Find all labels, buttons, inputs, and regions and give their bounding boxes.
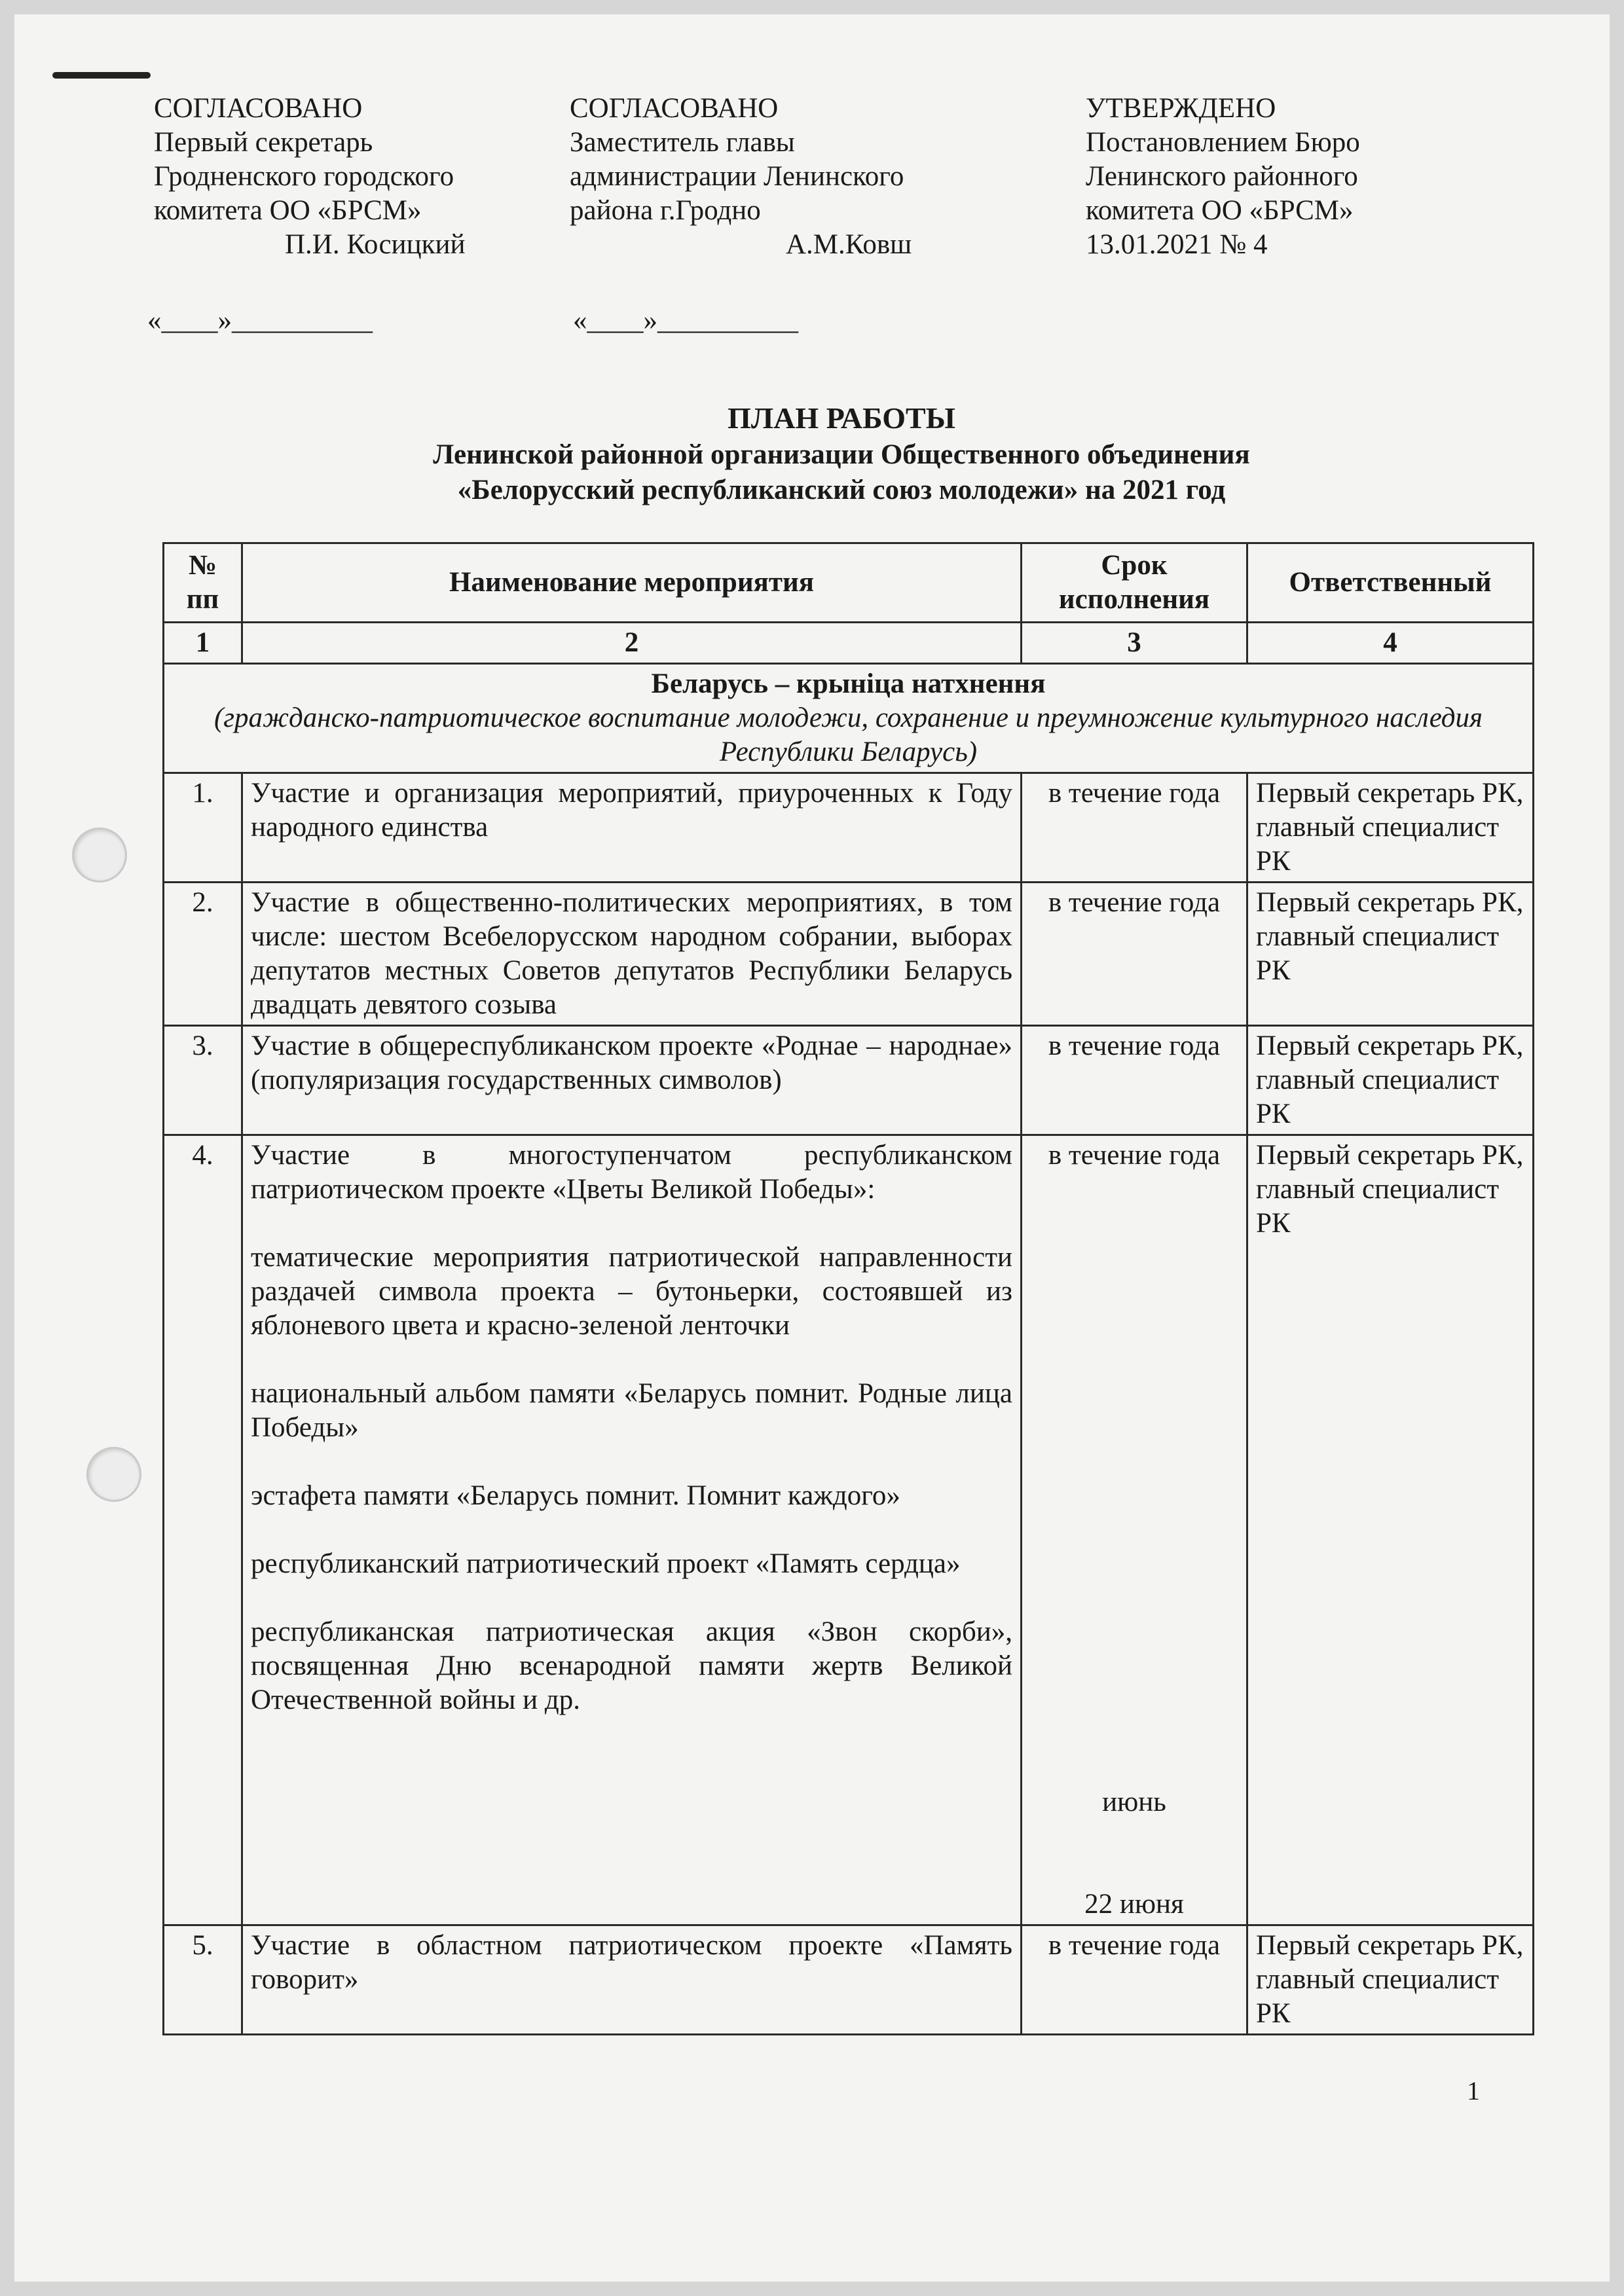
row-number: 4. xyxy=(164,1135,242,1925)
punch-hole xyxy=(72,828,127,883)
sub-item: республиканская патриотическая акция «Звон скорби», посвященная Дню всенародной памяти жертв Великой Отечественной войны и др. xyxy=(251,1616,1012,1715)
table-row xyxy=(164,1026,1534,1135)
row-term: в течение года xyxy=(1022,883,1247,1026)
section-row xyxy=(164,664,1534,773)
column-numbers-row xyxy=(164,623,1534,664)
approval-line: Гродненского городского xyxy=(154,161,454,192)
header-number: № пп xyxy=(164,543,242,623)
row-responsible: Первый секретарь РК, главный специалист РК xyxy=(1247,773,1534,883)
approval-heading: СОГЛАСОВАНО xyxy=(570,93,779,124)
row-number: 3. xyxy=(164,1026,242,1135)
row-number: 1. xyxy=(164,773,242,883)
approval-signer: А.М.Ковш xyxy=(786,229,912,260)
column-number: 4 xyxy=(1247,623,1534,664)
row-responsible: Первый секретарь РК, главный специалист РК xyxy=(1247,1925,1534,2035)
column-number: 1 xyxy=(164,623,242,664)
table-row xyxy=(164,773,1534,883)
row-description xyxy=(242,1135,1022,1925)
signature-date-line: «____»__________ xyxy=(573,305,798,336)
column-number: 3 xyxy=(1022,623,1247,664)
approval-line: администрации Ленинского xyxy=(570,161,904,192)
approval-line: комитета ОО «БРСМ» xyxy=(154,195,422,226)
header-term: Срок исполнения xyxy=(1022,543,1247,623)
scan-mark xyxy=(52,72,151,79)
approval-block-bureau xyxy=(1086,92,1360,262)
row-responsible: Первый секретарь РК, главный специалист РК xyxy=(1247,1026,1534,1135)
row-term xyxy=(1022,1135,1247,1925)
approval-heading: УТВЕРЖДЕНО xyxy=(1086,93,1276,124)
row-term: в течение года xyxy=(1022,773,1247,883)
row-term: в течение года xyxy=(1022,1026,1247,1135)
table-row xyxy=(164,1135,1534,1925)
work-plan-table xyxy=(162,542,1534,2035)
row-description: Участие в областном патриотическом проекте «Память говорит» xyxy=(242,1925,1022,2035)
section-title: Беларусь – крыніца натхнення xyxy=(651,668,1046,699)
page-number: 1 xyxy=(1467,2076,1480,2105)
sub-item-term: 22 июня xyxy=(1084,1889,1184,1920)
row-number: 5. xyxy=(164,1925,242,2035)
approval-line: комитета ОО «БРСМ» xyxy=(1086,195,1354,226)
column-number: 2 xyxy=(242,623,1022,664)
approval-heading: СОГЛАСОВАНО xyxy=(154,93,363,124)
section-subtitle: (гражданско-патриотическое воспитание молодежи, сохранение и преумножение культурного наследия Республики Беларусь) xyxy=(213,702,1483,767)
row-term: в течение года xyxy=(1022,1925,1247,2035)
document-title-block xyxy=(151,399,1532,508)
row-responsible: Первый секретарь РК, главный специалист РК xyxy=(1247,883,1534,1026)
sub-item: эстафета памяти «Беларусь помнит. Помнит каждого» xyxy=(251,1480,900,1511)
table-row xyxy=(164,883,1534,1026)
header-responsible: Ответственный xyxy=(1247,543,1534,623)
approval-date: 13.01.2021 № 4 xyxy=(1086,229,1268,260)
approval-block-admin xyxy=(570,92,912,262)
sub-item: республиканский патриотический проект «Память сердца» xyxy=(251,1548,961,1579)
row-number: 2. xyxy=(164,883,242,1026)
signature-date-line: «____»__________ xyxy=(147,305,373,336)
table-row xyxy=(164,1925,1534,2035)
approval-line: Первый секретарь xyxy=(154,127,373,158)
sub-item: национальный альбом памяти «Беларусь помнит. Родные лица Победы» xyxy=(251,1378,1012,1443)
row-description: Участие в общественно-политических мероприятиях, в том числе: шестом Всебелорусском народном собрании, выборах депутатов местных Советов депутатов Республики Беларусь двадцать девятого созыва xyxy=(242,883,1022,1026)
page-subtitle-line: Ленинской районной организации Общественного объединения xyxy=(433,439,1250,470)
approval-block-city xyxy=(154,92,466,262)
sub-item-term: июнь xyxy=(1102,1787,1166,1817)
table-header-row xyxy=(164,543,1534,623)
row-description-intro: Участие в многоступенчатом республиканском патриотическом проекте «Цветы Великой Победы»: xyxy=(251,1140,1012,1205)
row-term-main: в течение года xyxy=(1048,1140,1221,1171)
header-event: Наименование мероприятия xyxy=(242,543,1022,623)
sub-item: тематические мероприятия патриотической направленности раздачей символа проекта – бутоньерки, состоявшей из яблоневого цвета и красно-зеленой ленточки xyxy=(251,1242,1012,1341)
approval-signer: П.И. Косицкий xyxy=(285,229,466,260)
approval-line: Ленинского районного xyxy=(1086,161,1358,192)
approval-line: Заместитель главы xyxy=(570,127,795,158)
approval-line: Постановлением Бюро xyxy=(1086,127,1360,158)
punch-hole xyxy=(86,1447,141,1502)
page-title: ПЛАН РАБОТЫ xyxy=(728,401,955,435)
row-description: Участие и организация мероприятий, приуроченных к Году народного единства xyxy=(242,773,1022,883)
approval-line: района г.Гродно xyxy=(570,195,761,226)
row-description: Участие в общереспубликанском проекте «Роднае – народнае» (популяризация государственных символов) xyxy=(242,1026,1022,1135)
page-subtitle-line: «Белорусский республиканский союз молодежи» на 2021 год xyxy=(457,475,1226,505)
row-responsible: Первый секретарь РК, главный специалист РК xyxy=(1247,1135,1534,1925)
